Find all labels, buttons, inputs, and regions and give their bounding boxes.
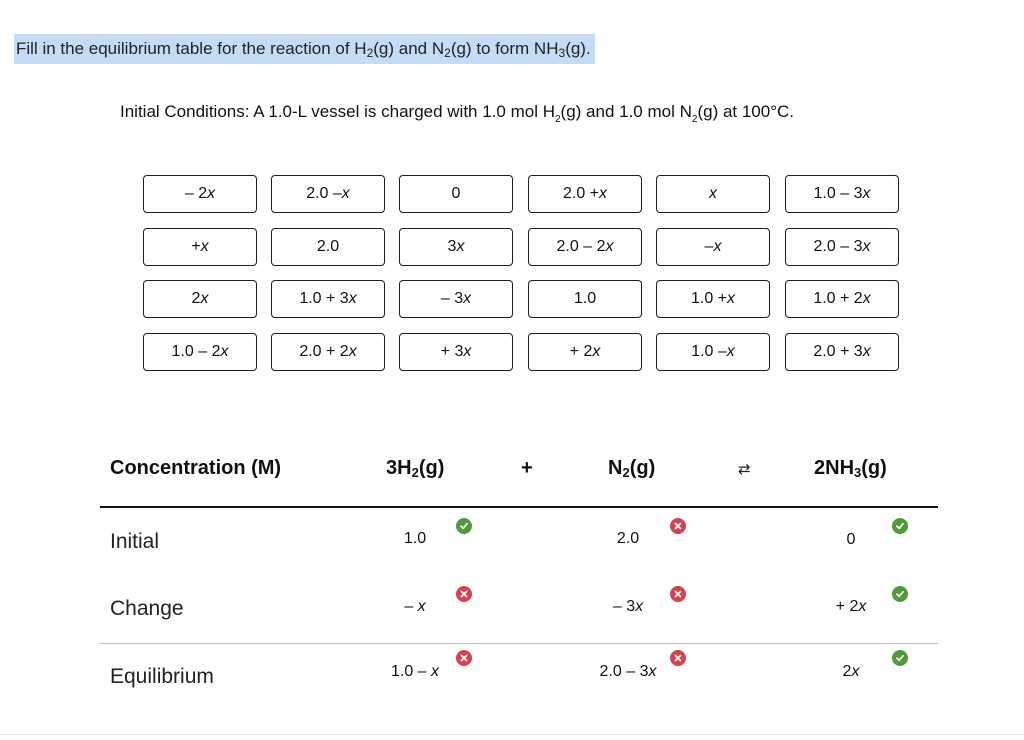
footer-divider: [0, 734, 1024, 735]
conditions-text: (g) and 1.0 mol N: [560, 102, 692, 121]
answer-chip[interactable]: + 2 x: [528, 333, 642, 371]
h2-header: [386, 454, 444, 487]
prompt-text: (g) and N: [373, 39, 445, 58]
conditions-subscript: 2: [691, 114, 698, 125]
prompt-subscript: 2: [444, 46, 451, 60]
correct-check-icon: [892, 518, 908, 534]
answer-chip[interactable]: – 2 x: [143, 175, 257, 213]
n2-formula: N: [608, 457, 623, 479]
incorrect-x-icon: [670, 518, 686, 534]
prompt-subscript: 2: [366, 46, 374, 60]
answer-chip[interactable]: 1.0 – x: [656, 333, 770, 371]
answer-chip[interactable]: 1.0 – 2 x: [143, 333, 257, 371]
prompt-text: (g) to form NH: [450, 39, 559, 58]
answer-chip[interactable]: 2 x: [143, 280, 257, 318]
n2-header: [608, 454, 655, 487]
drop-zone-nh3-initial[interactable]: 0: [846, 531, 856, 548]
n2-state: (g): [629, 457, 656, 479]
incorrect-x-icon: [670, 586, 686, 602]
incorrect-x-icon: [456, 586, 472, 602]
drop-zone-n2-equilibrium[interactable]: 2.0 – 3x: [599, 663, 657, 680]
answer-chip[interactable]: 1.0 + 2 x: [785, 280, 899, 318]
header-divider: [100, 506, 938, 508]
drop-zone-n2-initial[interactable]: 2.0: [616, 530, 640, 547]
incorrect-x-icon: [670, 650, 686, 666]
initial-conditions: [120, 99, 794, 133]
row-divider: [100, 643, 938, 644]
prompt-text: Fill in the equilibrium table for the reaction of H: [16, 39, 367, 58]
correct-check-icon: [892, 586, 908, 602]
concentration-header: Concentration (M): [110, 457, 282, 479]
conditions-text: Initial Conditions: A 1.0-L vessel is charged with 1.0 mol H: [120, 102, 555, 121]
nh3-formula: 2NH: [814, 457, 855, 479]
answer-chip[interactable]: + x: [143, 228, 257, 266]
h2-formula: 3H: [386, 457, 412, 479]
nh3-state: (g): [861, 457, 887, 479]
row-label-change: Change: [110, 597, 184, 620]
answer-chip[interactable]: 2.0 – 2 x: [528, 228, 642, 266]
correct-check-icon: [456, 518, 472, 534]
answer-chip[interactable]: 2.0 + x: [528, 175, 642, 213]
drop-zone-nh3-change[interactable]: + 2x: [835, 598, 867, 615]
n2-subscript: 2: [622, 465, 630, 480]
answer-chip[interactable]: 1.0 + x: [656, 280, 770, 318]
answer-chip[interactable]: 2.0: [271, 228, 385, 266]
answer-chip[interactable]: x: [656, 175, 770, 213]
answer-chip[interactable]: 2.0 – 3 x: [785, 228, 899, 266]
answer-chip[interactable]: 2.0 + 3 x: [785, 333, 899, 371]
prompt-subscript: 3: [558, 46, 566, 60]
plus-sign: +: [521, 457, 533, 479]
row-label-initial: Initial: [110, 530, 160, 553]
answer-chip[interactable]: 2.0 – x: [271, 175, 385, 213]
answer-chip[interactable]: 0: [399, 175, 513, 213]
nh3-header: [814, 454, 887, 487]
answer-chip[interactable]: 2.0 + 2 x: [271, 333, 385, 371]
row-label-equilibrium: Equilibrium: [110, 665, 214, 688]
prompt-text: (g).: [565, 39, 591, 58]
answer-chip[interactable]: 3 x: [399, 228, 513, 266]
answer-chip[interactable]: 1.0 + 3 x: [271, 280, 385, 318]
drop-zone-h2-equilibrium[interactable]: 1.0 – x: [390, 663, 440, 680]
answer-chip[interactable]: – 3 x: [399, 280, 513, 318]
nh3-subscript: 3: [854, 465, 862, 480]
incorrect-x-icon: [456, 650, 472, 666]
h2-state: (g): [418, 457, 445, 479]
conditions-subscript: 2: [554, 114, 561, 125]
answer-chip[interactable]: – x: [656, 228, 770, 266]
question-prompt: [14, 34, 595, 64]
h2-subscript: 2: [411, 465, 419, 480]
conditions-text: (g) at 100°C.: [697, 102, 795, 121]
answer-chip[interactable]: 1.0 – 3 x: [785, 175, 899, 213]
drop-zone-h2-initial[interactable]: 1.0: [403, 530, 427, 547]
answer-chip[interactable]: 1.0: [528, 280, 642, 318]
equilibrium-arrow-icon: ⇄: [738, 461, 751, 478]
answer-chip[interactable]: + 3 x: [399, 333, 513, 371]
drop-zone-n2-change[interactable]: – 3x: [612, 598, 644, 615]
drop-zone-nh3-equilibrium[interactable]: 2x: [842, 663, 860, 680]
correct-check-icon: [892, 650, 908, 666]
drop-zone-h2-change[interactable]: – x: [404, 598, 426, 615]
